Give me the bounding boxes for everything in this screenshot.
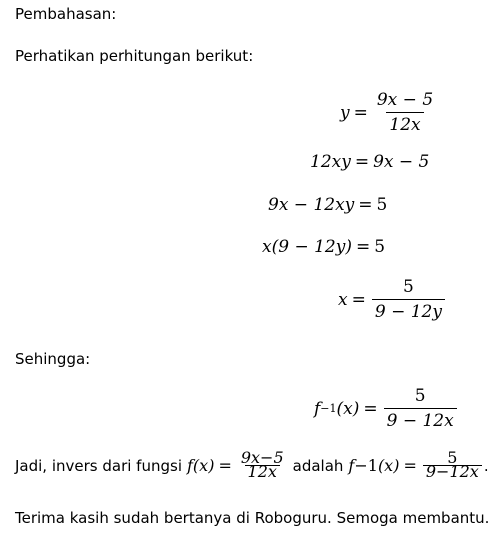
- equals-sign: =: [355, 237, 371, 257]
- step5-numerator: 5: [402, 277, 414, 297]
- step5-fraction: [372, 277, 445, 322]
- step2-rhs: 9x − 5: [373, 152, 430, 172]
- equation-step-3: [268, 195, 387, 215]
- conclusion-part2: adalah: [292, 456, 344, 475]
- conclusion-numerator-1: 9x−5: [240, 448, 284, 467]
- step5-denominator: 9 − 12y: [372, 299, 445, 322]
- conclusion-fx: f(x): [187, 456, 215, 475]
- closing-text: Terima kasih sudah bertanya di Roboguru. Semoga membantu.: [15, 509, 489, 527]
- step1-fraction: [374, 90, 436, 135]
- equation-step-5: [338, 277, 447, 322]
- inverse-fn: f: [314, 398, 321, 419]
- equals-sign: =: [403, 456, 417, 475]
- step1-denominator: 12x: [386, 112, 423, 135]
- inverse-fraction: [384, 386, 457, 431]
- equals-sign: =: [353, 102, 368, 123]
- inverse-arg: (x): [336, 398, 360, 419]
- inverse-numerator: 5: [414, 386, 426, 406]
- step4-rhs: 5: [374, 237, 386, 257]
- equation-step-4: [262, 237, 385, 257]
- step5-lhs: x: [338, 289, 348, 310]
- conclusion-line: Jadi, invers dari fungsi f(x) = $\frac{9x-5}{12x}$ adalah f −1 (x) = $\frac{5}{9-12x}$ .: [15, 448, 489, 481]
- conclusion-finv-arg: (x): [377, 456, 400, 475]
- conclusion-numerator-2: 5: [447, 448, 458, 467]
- inverse-denominator: 9 − 12x: [384, 408, 457, 431]
- heading: Pembahasan:: [15, 5, 117, 23]
- conclusion-denominator-1: 12x: [245, 465, 280, 479]
- conclusion-fraction-1: [238, 448, 287, 481]
- conclusion-fraction-2: [423, 448, 482, 481]
- intro-text: Perhatikan perhitungan berikut:: [15, 47, 254, 65]
- step3-rhs: 5: [376, 195, 388, 215]
- equals-sign: =: [354, 152, 370, 172]
- conclusion-denominator-2: 9−12x: [423, 465, 482, 479]
- step1-numerator: 9x − 5: [376, 90, 434, 110]
- step3-lhs: 9x − 12xy: [268, 195, 355, 215]
- equation-step-1: [340, 90, 438, 135]
- conclusion-end: .: [483, 456, 489, 475]
- equals-sign: =: [218, 456, 232, 475]
- conclusion-finv-fn: f: [348, 456, 355, 475]
- inverse-equation: f −1 (x) = $\frac{5}{9 - 12x}$: [314, 386, 459, 431]
- step4-lhs: x(9 − 12y): [262, 237, 352, 257]
- step2-lhs: 12xy: [310, 152, 351, 172]
- therefore-text: Sehingga:: [15, 350, 91, 368]
- equals-sign: =: [363, 398, 378, 419]
- equation-step-2: [310, 152, 429, 172]
- equals-sign: =: [351, 289, 366, 310]
- conclusion-part1: Jadi, invers dari fungsi: [15, 456, 182, 475]
- equals-sign: =: [358, 195, 373, 215]
- step1-lhs: y: [340, 102, 350, 123]
